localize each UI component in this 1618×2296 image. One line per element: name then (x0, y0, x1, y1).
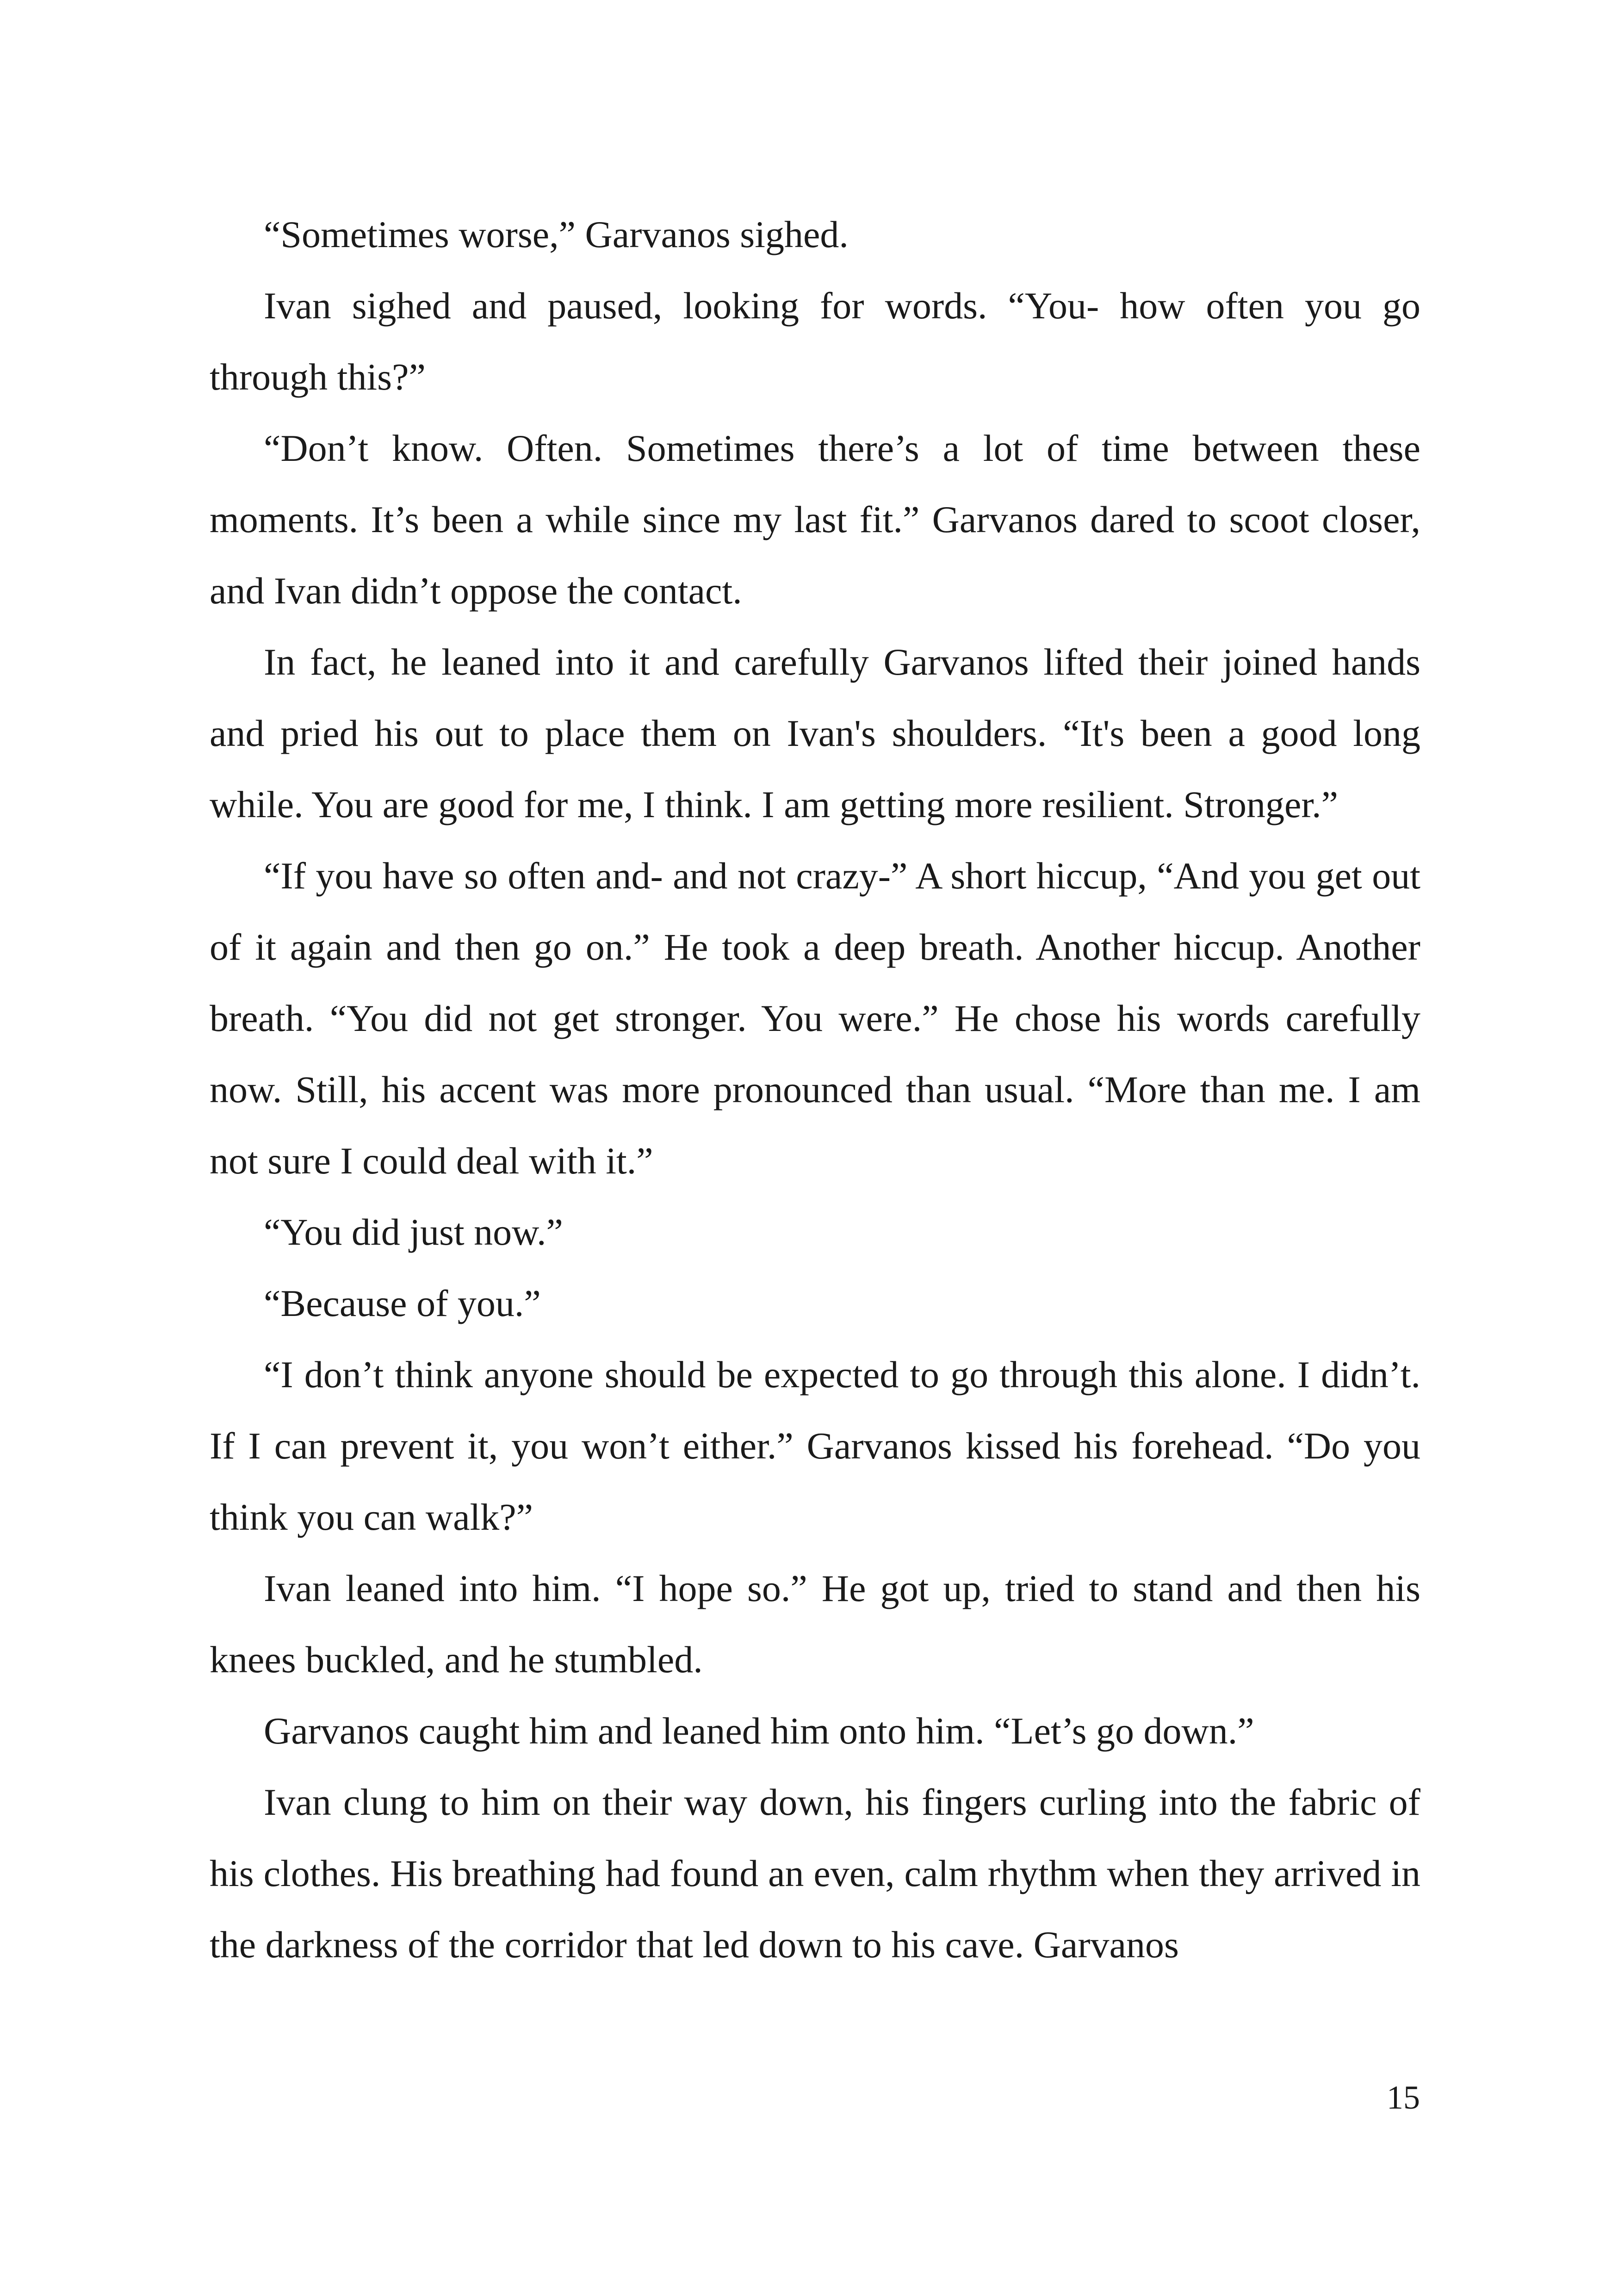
paragraph-7: “Because of you.” (264, 1282, 541, 1324)
paragraph-5: “If you have so often and- and not crazy-” A short hiccup, “And you get out of it again and then go on.” He took a deep breath. Another hiccup. Another breath. “You did not get stronger. You were.” He chose his words carefully now. Still, his accent was more pronounced than usual. “More than me. I am not sure I could deal with it.” (210, 855, 1420, 1182)
paragraph-8: “I don’t think anyone should be expected to go through this alone. I didn’t. If I can prevent it, you won’t either.” Garvanos kissed his forehead. “Do you think you can walk?” (210, 1353, 1420, 1538)
paragraph-1: “Sometimes worse,” Garvanos sighed. (264, 213, 849, 255)
paragraph-3: “Don’t know. Often. Sometimes there’s a lot of time between these moments. It’s been a while since my last fit.” Garvanos dared to scoot closer, and Ivan didn’t oppose the contact. (210, 427, 1420, 612)
body-text (210, 199, 1420, 1980)
paragraph-9: Ivan leaned into him. “I hope so.” He got up, tried to stand and then his knees buckled, and he stumbled. (210, 1567, 1420, 1681)
paragraph-2: Ivan sighed and paused, looking for words. “You- how often you go through this?” (210, 285, 1420, 398)
paragraph-4: In fact, he leaned into it and carefully Garvanos lifted their joined hands and pried his out to place them on Ivan's shoulders. “It's been a good long while. You are good for me, I think. I am getting more resilient. Stronger.” (210, 641, 1420, 825)
page-number: 15 (1387, 2079, 1420, 2116)
paragraph-6: “You did just now.” (264, 1211, 563, 1253)
paragraph-11: Ivan clung to him on their way down, his fingers curling into the fabric of his clothes. His breathing had found an even, calm rhythm when they arrived in the darkness of the corridor that led down to his cave. Garvanos (210, 1781, 1420, 1966)
paragraph-10: Garvanos caught him and leaned him onto him. “Let’s go down.” (264, 1710, 1254, 1752)
